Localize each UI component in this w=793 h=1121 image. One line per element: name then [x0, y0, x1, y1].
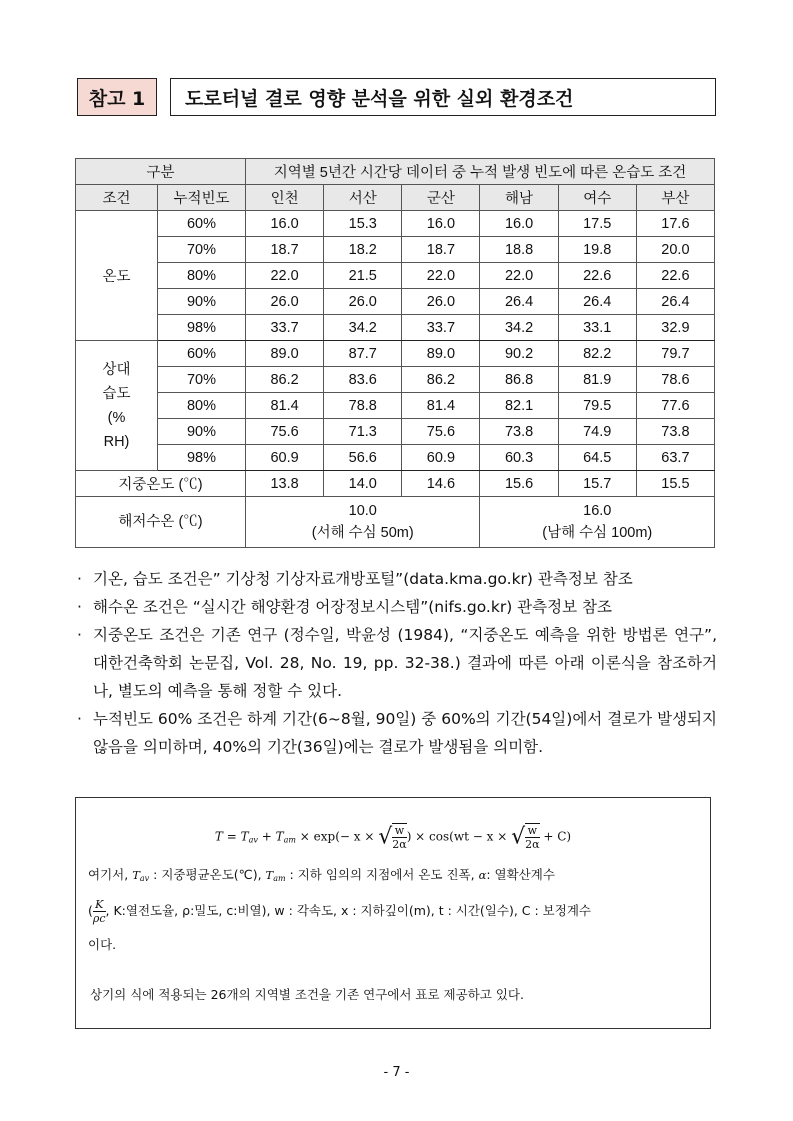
formula-summary: [90, 984, 700, 1006]
note-bullet: ·: [77, 626, 82, 644]
tam-description: : 지하 임의의 지점에서 온도 진폭,: [289, 867, 475, 882]
frequency-cell: 70%: [158, 237, 246, 263]
symbol-definitions: , K:열전도율, ρ:밀도, c:비열), w : 각속도, x : 지하깊이(m), t : 시간(일수), C : 보정계수: [105, 903, 591, 918]
formula-tam-sub: am: [283, 835, 296, 845]
value-cell: 32.9: [636, 315, 714, 341]
header-region-cell: 해남: [480, 185, 558, 211]
humidity-label-line: 상대: [102, 361, 131, 378]
value-cell: 19.8: [558, 237, 636, 263]
value-cell: 16.0: [480, 211, 558, 237]
value-cell: 33.7: [402, 315, 480, 341]
value-cell: 34.2: [324, 315, 402, 341]
sea-south-cell: [480, 497, 715, 548]
tav-description: : 지중평균온도(℃),: [153, 867, 262, 882]
value-cell: 86.2: [246, 367, 324, 393]
frequency-cell: 90%: [158, 289, 246, 315]
header-region-cell: 부산: [636, 185, 714, 211]
reference-label: [77, 78, 157, 116]
value-cell: 15.7: [558, 471, 636, 497]
value-cell: 64.5: [558, 445, 636, 471]
value-cell: 78.8: [324, 393, 402, 419]
value-cell: 87.7: [324, 341, 402, 367]
value-cell: 73.8: [636, 419, 714, 445]
formula-box: [75, 797, 711, 1029]
header-group-cell: 구분: [76, 159, 246, 185]
symbol-tam: $T_{am}$: [265, 868, 286, 883]
sea-temperature-row: [76, 497, 715, 548]
value-cell: 16.0: [402, 211, 480, 237]
definition-prefix: 여기서,: [88, 867, 129, 882]
definition-line-2: ( $\frac{K}{\rho c}$ , K:열전도율, ρ:밀도, c:비열), w : 각속도, x : 지하깊이(m), t : 시간(일수), C : 보정계수: [88, 898, 591, 925]
value-cell: 75.6: [402, 419, 480, 445]
k-fraction-denominator: ρc: [92, 912, 106, 925]
humidity-label-line: (%: [107, 409, 126, 426]
table-row: [76, 393, 715, 419]
formula-end: + C): [539, 829, 572, 844]
value-cell: 33.1: [558, 315, 636, 341]
table-row: [76, 419, 715, 445]
humidity-label-cell: [76, 341, 158, 471]
fraction-denominator: 2α: [525, 838, 540, 851]
value-cell: 81.4: [246, 393, 324, 419]
header-region-cell: 인천: [246, 185, 324, 211]
formula-tam: T: [275, 829, 284, 844]
table-header-row: [76, 185, 715, 211]
table-row: [76, 211, 715, 237]
note-text: 누적빈도 60% 조건은 하계 기간(6~8월, 90일) 중 60%의 기간(54일)에서 결로가 발생되지 않음을 의미하며, 40%의 기간(36일)에는 결로가 발생됨을 의미함.: [93, 710, 717, 756]
frequency-cell: 60%: [158, 211, 246, 237]
table-header-row: [76, 159, 715, 185]
value-cell: 81.4: [402, 393, 480, 419]
value-cell: 18.7: [402, 237, 480, 263]
sea-temperature-label-cell: 해저수온 (℃): [76, 497, 246, 548]
fraction-denominator: 2α: [392, 838, 407, 851]
value-cell: 26.0: [402, 289, 480, 315]
ground-temperature-label-cell: 지중온도 (℃): [76, 471, 246, 497]
note-item: [77, 593, 717, 621]
table-row: [76, 315, 715, 341]
value-cell: 22.6: [636, 263, 714, 289]
frequency-cell: 90%: [158, 419, 246, 445]
k-fraction: [93, 898, 106, 925]
formula-tav-sub: av: [248, 835, 258, 845]
value-cell: 79.7: [636, 341, 714, 367]
value-cell: 18.8: [480, 237, 558, 263]
header-frequency-cell: 누적빈도: [158, 185, 246, 211]
value-cell: 26.4: [480, 289, 558, 315]
table-row: [76, 341, 715, 367]
ground-temperature-row: [76, 471, 715, 497]
frequency-cell: 98%: [158, 445, 246, 471]
frequency-cell: 98%: [158, 315, 246, 341]
symbol-alpha: α: [478, 868, 487, 882]
value-cell: 73.8: [480, 419, 558, 445]
value-cell: 86.8: [480, 367, 558, 393]
humidity-label-line: 습도: [102, 385, 131, 402]
value-cell: 16.0: [246, 211, 324, 237]
value-cell: 13.8: [246, 471, 324, 497]
value-cell: 77.6: [636, 393, 714, 419]
value-cell: 26.0: [324, 289, 402, 315]
sea-west-note: (서해 수심 50m): [311, 525, 414, 541]
fraction-numerator: w: [525, 824, 539, 838]
formula-tav: T: [240, 829, 249, 844]
table-row: [76, 289, 715, 315]
value-cell: 83.6: [324, 367, 402, 393]
note-text: 해수온 조건은 “실시간 해양환경 어장정보시스템”(nifs.go.kr) 관측정보 참조: [93, 598, 612, 616]
note-bullet: ·: [77, 598, 82, 616]
note-item: [77, 621, 717, 705]
k-fraction-numerator: K: [93, 898, 106, 912]
table-row: [76, 367, 715, 393]
value-cell: 56.6: [324, 445, 402, 471]
value-cell: 17.6: [636, 211, 714, 237]
reference-title: [170, 78, 716, 116]
summary-text: 상기의 식에 적용되는 26개의 지역별 조건을 기존 연구에서 표로 제공하고 있다.: [90, 987, 524, 1002]
header-condition-cell: 조건: [76, 185, 158, 211]
value-cell: 22.0: [246, 263, 324, 289]
value-cell: 22.0: [480, 263, 558, 289]
formula-fraction: [525, 824, 539, 851]
note-item: [77, 705, 717, 761]
note-bullet: ·: [77, 570, 82, 588]
note-text: 기온, 습도 조건은” 기상청 기상자료개방포털”(data.kma.go.kr) 관측정보 참조: [93, 570, 633, 588]
value-cell: 60.9: [246, 445, 324, 471]
value-cell: 78.6: [636, 367, 714, 393]
value-cell: 33.7: [246, 315, 324, 341]
frequency-cell: 80%: [158, 393, 246, 419]
value-cell: 60.3: [480, 445, 558, 471]
header-region-cell: 서산: [324, 185, 402, 211]
value-cell: 74.9: [558, 419, 636, 445]
value-cell: 34.2: [480, 315, 558, 341]
value-cell: 15.6: [480, 471, 558, 497]
value-cell: 26.0: [246, 289, 324, 315]
value-cell: 79.5: [558, 393, 636, 419]
value-cell: 26.4: [558, 289, 636, 315]
frequency-cell: 60%: [158, 341, 246, 367]
sqrt-term: √ $\frac{w}{2\alpha}$: [378, 824, 407, 851]
value-cell: 15.5: [636, 471, 714, 497]
temperature-label-cell: 온도: [76, 211, 158, 341]
sea-south-value: 16.0: [583, 503, 612, 519]
ground-temperature-formula: [76, 823, 710, 851]
definition-end: 이다.: [88, 937, 117, 952]
value-cell: 90.2: [480, 341, 558, 367]
value-cell: 18.2: [324, 237, 402, 263]
value-cell: 63.7: [636, 445, 714, 471]
reference-label-text: 참고 1: [88, 87, 146, 110]
sea-west-cell: [246, 497, 480, 548]
frequency-cell: 70%: [158, 367, 246, 393]
header-region-cell: 군산: [402, 185, 480, 211]
value-cell: 82.2: [558, 341, 636, 367]
header-region-cell: 여수: [558, 185, 636, 211]
value-cell: 22.6: [558, 263, 636, 289]
value-cell: 17.5: [558, 211, 636, 237]
value-cell: 71.3: [324, 419, 402, 445]
sea-south-note: (남해 수심 100m): [542, 525, 653, 541]
definition-line-1: [88, 864, 700, 890]
value-cell: 60.9: [402, 445, 480, 471]
value-cell: 86.2: [402, 367, 480, 393]
value-cell: 15.3: [324, 211, 402, 237]
frequency-cell: 80%: [158, 263, 246, 289]
note-bullet: ·: [77, 710, 82, 728]
definition-line-3: [88, 934, 700, 956]
formula-plus: +: [257, 829, 276, 844]
formula-exp: × exp(− x ×: [295, 829, 379, 844]
value-cell: 82.1: [480, 393, 558, 419]
sea-west-value: 10.0: [348, 503, 377, 519]
value-cell: 26.4: [636, 289, 714, 315]
value-cell: 21.5: [324, 263, 402, 289]
table-row: [76, 445, 715, 471]
header-title-cell: 지역별 5년간 시간당 데이터 중 누적 발생 빈도에 따른 온습도 조건: [246, 159, 715, 185]
symbol-tav: $T_{av}$: [132, 868, 150, 883]
value-cell: 22.0: [402, 263, 480, 289]
value-cell: 18.7: [246, 237, 324, 263]
notes-section: [77, 565, 717, 761]
value-cell: 75.6: [246, 419, 324, 445]
value-cell: 89.0: [246, 341, 324, 367]
formula-cos: ) × cos(wt − x ×: [406, 829, 512, 844]
note-item: [77, 565, 717, 593]
value-cell: 14.0: [324, 471, 402, 497]
sqrt-term: √ $\frac{w}{2\alpha}$: [511, 824, 540, 851]
table-row: [76, 263, 715, 289]
table-row: [76, 237, 715, 263]
value-cell: 20.0: [636, 237, 714, 263]
environment-table: [75, 158, 715, 548]
value-cell: 89.0: [402, 341, 480, 367]
value-cell: 81.9: [558, 367, 636, 393]
humidity-label-line: RH): [103, 433, 130, 450]
value-cell: 14.6: [402, 471, 480, 497]
formula-fraction: [392, 824, 406, 851]
note-text: 지중온도 조건은 기존 연구 (정수일, 박윤성 (1984), “지중온도 예측을 위한 방법론 연구”, 대한건축학회 논문집, Vol. 28, No. 19, pp. 32-38.) 결과에 따른 아래 이론식을 참조하거나, 별도의 예측을 통해 정할 수 있다.: [93, 626, 717, 700]
fraction-numerator: w: [392, 824, 406, 838]
formula-lhs: T =: [214, 829, 241, 844]
alpha-description: : 열확산계수: [486, 867, 555, 882]
reference-title-text: 도로터널 결로 영향 분석을 위한 실외 환경조건: [185, 87, 574, 110]
page-number: - 7 -: [383, 1065, 410, 1080]
